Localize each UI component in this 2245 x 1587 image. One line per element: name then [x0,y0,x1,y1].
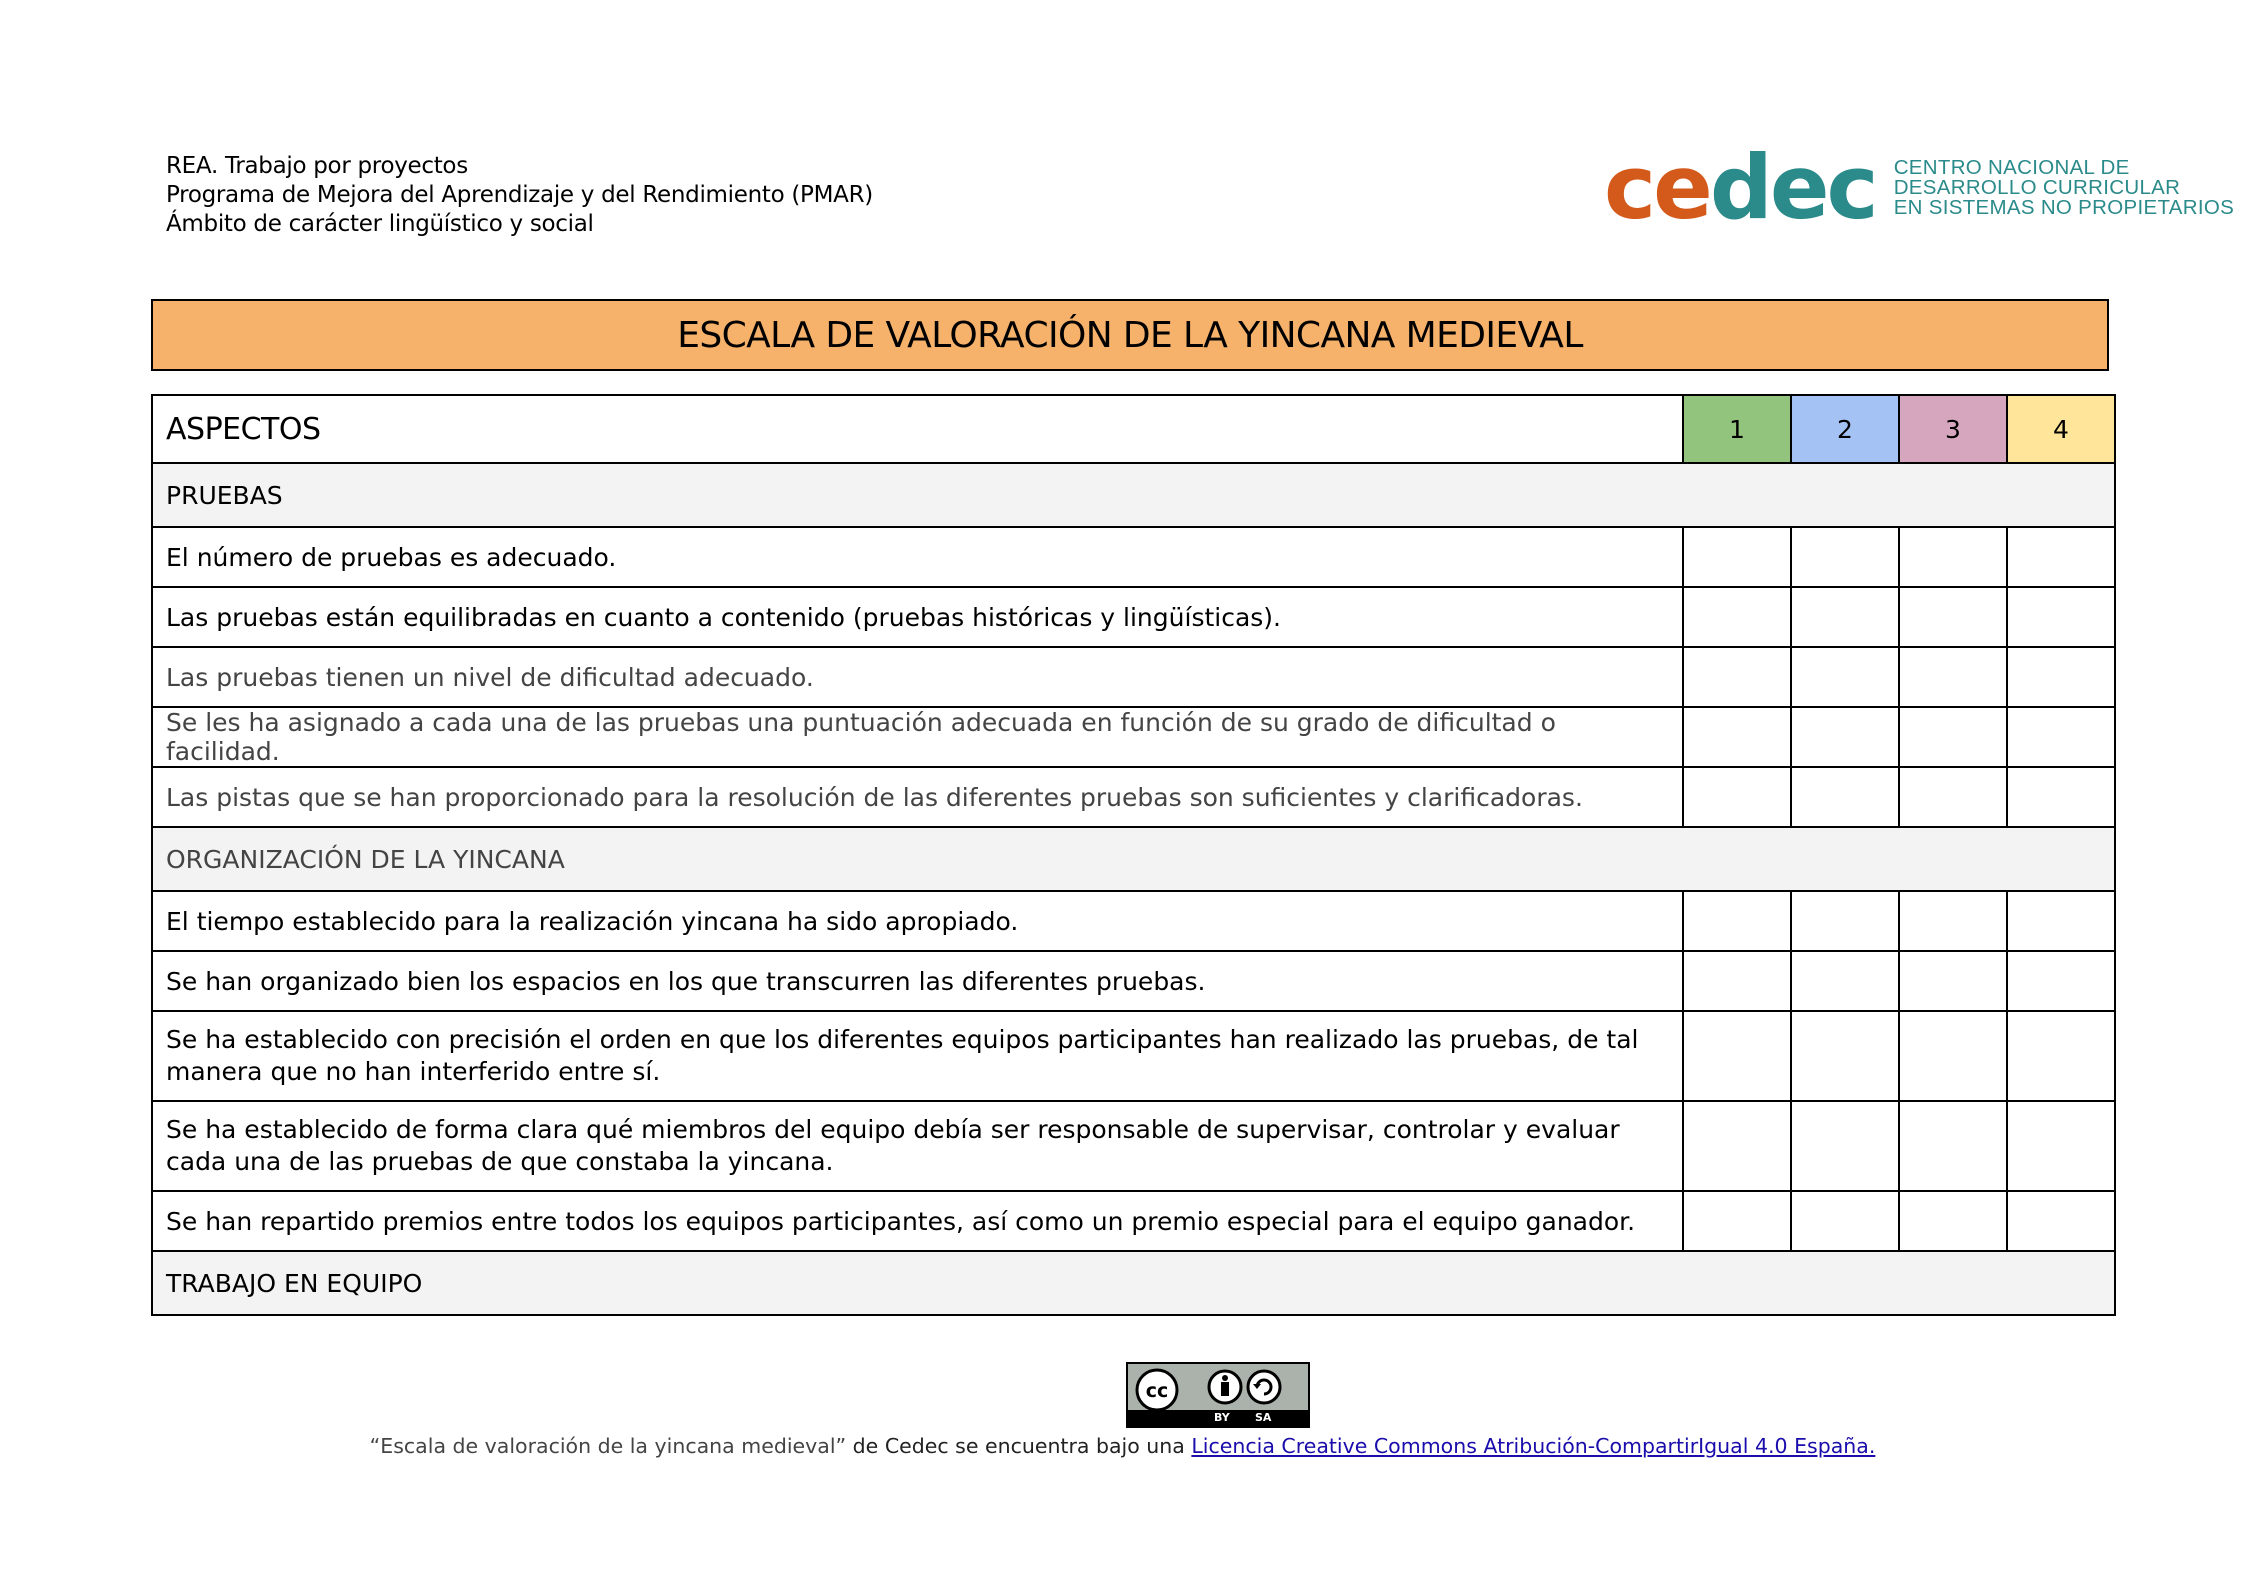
score-cell-3[interactable] [1899,891,2007,951]
score-cell-4[interactable] [2007,707,2115,767]
score-cell-2[interactable] [1791,1011,1899,1101]
score-cell-3[interactable] [1899,1011,2007,1101]
aspect-text: Se les ha asignado a cada una de las pruebas una puntuación adecuada en función de su grado de dificultad o facilidad. [152,707,1683,767]
score-header-1: 1 [1683,395,1791,463]
table-row [152,1011,2115,1101]
score-cell-2[interactable] [1791,707,1899,767]
score-cell-3[interactable] [1899,587,2007,647]
header-line-program: Programa de Mejora del Aprendizaje y del Rendimiento (PMAR) [166,182,873,208]
score-cell-3[interactable] [1899,767,2007,827]
cedec-logo [1604,136,2235,239]
score-cell-4[interactable] [2007,951,2115,1011]
share-alike-icon [1248,1371,1280,1403]
footer-text: de Cedec se encuentra bajo una [846,1434,1192,1458]
score-cell-4[interactable] [2007,1191,2115,1251]
score-cell-3[interactable] [1899,1191,2007,1251]
aspect-text: Se han repartido premios entre todos los equipos participantes, así como un premio especial para el equipo ganador. [152,1191,1683,1251]
section-label-pruebas: PRUEBAS [152,463,2115,527]
aspect-text: Las pruebas tienen un nivel de dificultad adecuado. [152,647,1683,707]
table-row [152,767,2115,827]
aspects-header: ASPECTOS [152,395,1683,463]
cedec-tagline: CENTRO NACIONAL DE DESARROLLO CURRICULAR EN SISTEMAS NO PROPIETARIOS [1893,156,2235,219]
license-link[interactable]: Licencia Creative Commons Atribución-CompartirIgual 4.0 España. [1191,1434,1876,1458]
cc-by-sa-badge[interactable] [1126,1362,1310,1428]
score-cell-1[interactable] [1683,1101,1791,1191]
cc-badge-band: BY SA [1128,1410,1308,1426]
table-row [152,891,2115,951]
section-row [152,463,2115,527]
score-cell-2[interactable] [1791,587,1899,647]
score-cell-2[interactable] [1791,891,1899,951]
score-cell-1[interactable] [1683,891,1791,951]
table-row [152,527,2115,587]
page-title: ESCALA DE VALORACIÓN DE LA YINCANA MEDIEVAL [151,299,2109,371]
svg-text:cc: cc [1145,1380,1169,1402]
score-cell-1[interactable] [1683,707,1791,767]
license-footer [0,1434,2245,1458]
aspect-text: Se ha establecido con precisión el orden en que los diferentes equipos participantes han realizado las pruebas, de tal manera que no han interferido entre sí. [152,1011,1683,1101]
score-cell-1[interactable] [1683,587,1791,647]
cedec-wordmark: cedec [1604,136,1876,239]
score-cell-4[interactable] [2007,527,2115,587]
score-header-2: 2 [1791,395,1899,463]
header-line-project: REA. Trabajo por proyectos [166,153,468,179]
score-header-4: 4 [2007,395,2115,463]
document-header [166,152,873,239]
score-cell-4[interactable] [2007,767,2115,827]
footer-work-title: “Escala de valoración de la yincana medieval” [369,1434,847,1458]
aspect-text: Las pistas que se han proporcionado para la resolución de las diferentes pruebas son suficientes y clarificadoras. [152,767,1683,827]
table-row [152,1101,2115,1191]
score-cell-1[interactable] [1683,647,1791,707]
table-row [152,1191,2115,1251]
score-cell-4[interactable] [2007,587,2115,647]
aspect-text: El número de pruebas es adecuado. [152,527,1683,587]
aspect-text: Se han organizado bien los espacios en los que transcurren las diferentes pruebas. [152,951,1683,1011]
score-cell-1[interactable] [1683,951,1791,1011]
section-row [152,827,2115,891]
section-label-trabajo: TRABAJO EN EQUIPO [152,1251,2115,1315]
aspect-text: Las pruebas están equilibradas en cuanto a contenido (pruebas históricas y lingüísticas). [152,587,1683,647]
score-cell-4[interactable] [2007,1101,2115,1191]
score-cell-2[interactable] [1791,951,1899,1011]
score-cell-1[interactable] [1683,527,1791,587]
table-row [152,587,2115,647]
score-cell-3[interactable] [1899,647,2007,707]
table-row [152,951,2115,1011]
score-header-3: 3 [1899,395,2007,463]
score-cell-3[interactable] [1899,527,2007,587]
score-cell-3[interactable] [1899,1101,2007,1191]
score-cell-4[interactable] [2007,891,2115,951]
score-cell-3[interactable] [1899,951,2007,1011]
score-cell-1[interactable] [1683,1191,1791,1251]
rating-scale-table [151,394,2116,1316]
score-cell-1[interactable] [1683,1011,1791,1101]
score-cell-4[interactable] [2007,1011,2115,1101]
cc-icons [1128,1366,1308,1412]
table-header-row [152,395,2115,463]
score-cell-2[interactable] [1791,1191,1899,1251]
header-line-scope: Ámbito de carácter lingüístico y social [166,211,594,237]
score-cell-2[interactable] [1791,1101,1899,1191]
score-cell-4[interactable] [2007,647,2115,707]
score-cell-3[interactable] [1899,707,2007,767]
aspect-text: Se ha establecido de forma clara qué miembros del equipo debía ser responsable de supervisar, controlar y evaluar cada una de las pruebas de que constaba la yincana. [152,1101,1683,1191]
cc-icon [1137,1370,1177,1410]
score-cell-2[interactable] [1791,767,1899,827]
score-cell-2[interactable] [1791,527,1899,587]
section-row [152,1251,2115,1315]
aspect-text: El tiempo establecido para la realización yincana ha sido apropiado. [152,891,1683,951]
score-cell-2[interactable] [1791,647,1899,707]
table-row [152,647,2115,707]
table-row [152,707,2115,767]
attribution-icon [1209,1371,1241,1403]
score-cell-1[interactable] [1683,767,1791,827]
section-label-organizacion: ORGANIZACIÓN DE LA YINCANA [152,827,2115,891]
